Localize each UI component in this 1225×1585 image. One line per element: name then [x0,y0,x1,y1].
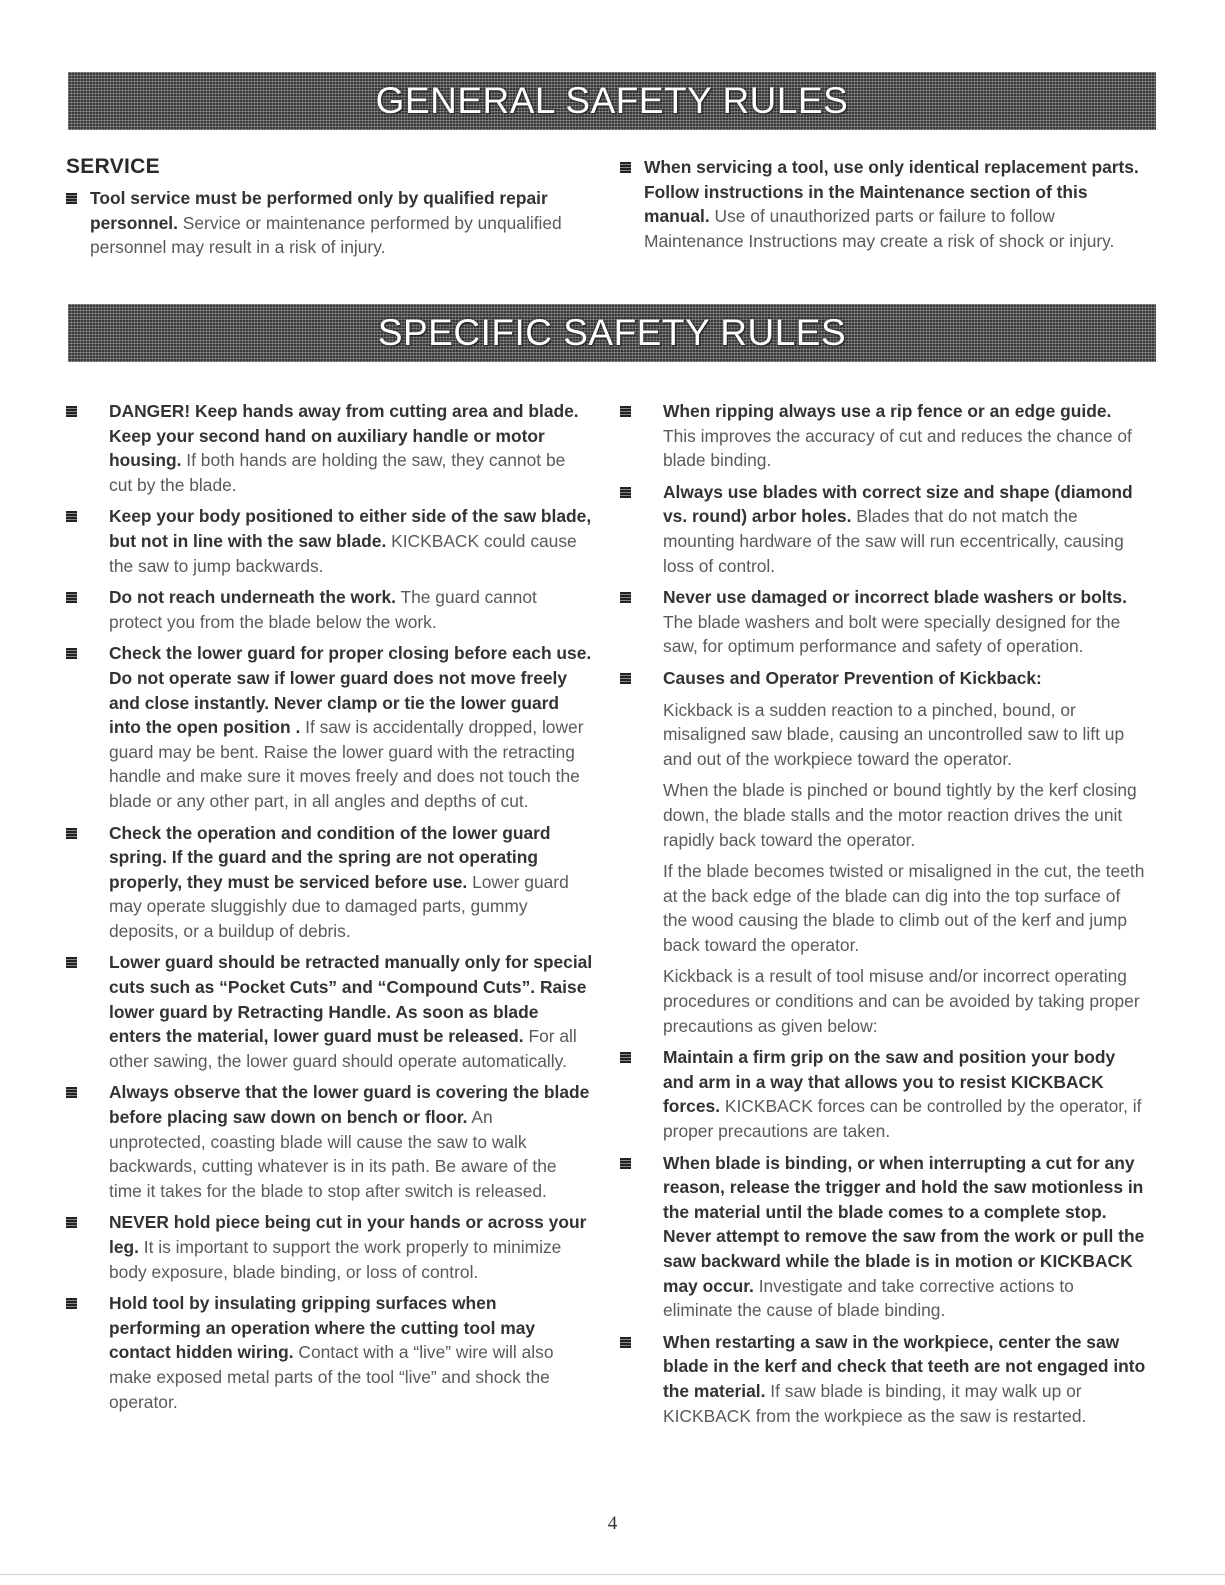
rule-body: Service or maintenance performed by unqualified personnel may result in a risk of injury. [90,212,562,258]
safety-rule [620,399,1147,473]
rule-lead: Never use damaged or incorrect blade washers or bolts. [663,587,1127,608]
right-rules-a [620,399,1147,691]
bullet-icon [620,1052,631,1063]
rule-lead: Maintain a firm grip on the saw and position your body and arm in a way that allows you to resist KICKBACK forces. [663,1047,1116,1117]
page-number: 4 [607,1513,618,1534]
bullet-icon [66,1087,77,1098]
kickback-paragraph: If the blade becomes twisted or misaligned in the cut, the teeth at the back edge of the blade can dig into the top surface of the wood causing the blade to climb out of the kerf and jump back toward the operator. [663,861,1145,955]
rule-lead: Always observe that the lower guard is covering the blade before placing saw down on bench or floor. [109,1082,590,1128]
rule-lead: When restarting a saw in the workpiece, center the saw blade in the kerf and check that teeth are not engaged into the material. [663,1331,1146,1401]
service-left-column [66,155,576,267]
service-right-column [620,155,1145,260]
kickback-explanation [620,698,1147,1039]
rule-lead: Causes and Operator Prevention of Kickback: [663,667,1042,688]
bullet-icon [66,828,77,839]
kickback-paragraph: Kickback is a sudden reaction to a pinched, bound, or misaligned saw blade, causing an uncontrolled saw to lift up and out of the workpiece toward the operator. [663,699,1125,769]
page-bottom-rule [0,1574,1225,1575]
rule-lead: Lower guard should be retracted manually only for special cuts such as “Pocket Cuts” and “Compound Cuts”. Raise lower guard by Retracting Handle. As soon as blade enters the material, lower guard must be released. [109,952,593,1047]
rule-body: Blades that do not match the mounting hardware of the saw will run eccentrically, causing loss of control. [663,506,1124,576]
rule-body: The guard cannot protect you from the blade below the work. [109,587,537,632]
rule-body: An unprotected, coasting blade will cause the saw to walk backwards, cutting whatever is in its path. Be aware of the time it takes for the blade to stop after switch is released. [109,1107,557,1201]
bullet-icon [66,1298,77,1309]
kickback-paragraph: When the blade is pinched or bound tightly by the kerf closing down, the blade stalls and the motor reaction drives the unit rapidly back toward the operator. [663,780,1137,850]
safety-rule [620,1151,1147,1323]
banner-title-general: GENERAL SAFETY RULES [375,80,849,121]
bullet-icon [66,406,77,417]
service-rule [66,186,576,260]
rule-body: This improves the accuracy of cut and reduces the chance of blade binding. [663,425,1132,471]
safety-rule [66,1210,593,1284]
rule-body: If saw blade is binding, it may walk up or KICKBACK from the workpiece as the saw is restarted. [663,1380,1087,1426]
specific-right-column [620,399,1147,1435]
rule-lead: Hold tool by insulating gripping surfaces when performing an operation where the cutting tool may contact hidden wiring. [109,1293,536,1363]
safety-rule [620,585,1147,659]
safety-rule [66,1080,593,1203]
bullet-icon [620,592,631,603]
bullet-icon [66,1217,77,1228]
rule-body: Lower guard may operate sluggishly due to damaged parts, gummy deposits, or a buildup of debris. [109,871,569,941]
bullet-icon [620,673,631,684]
specific-safety-rules-banner [68,304,1156,362]
rule-body: Contact with a “live” wire will also make exposed metal parts of the tool “live” and shock the operator. [109,1342,554,1412]
bullet-icon [66,592,77,603]
rule-body: If both hands are holding the saw, they cannot be cut by the blade. [109,450,566,495]
bullet-icon [66,957,77,968]
rule-lead: Check the operation and condition of the lower guard spring. If the guard and the spring are not operating properly, they must be serviced before use. [109,822,551,892]
safety-rule [66,504,593,578]
safety-rule [620,1330,1147,1428]
safety-rule [66,399,593,497]
safety-rule [66,585,593,634]
bullet-icon [66,511,77,522]
rule-lead: When ripping always use a rip fence or an edge guide. [663,401,1112,421]
specific-left-column [66,399,593,1421]
safety-rule [66,641,593,813]
safety-rule [620,480,1147,578]
bullet-icon [620,1158,631,1169]
rule-lead: When servicing a tool, use only identical replacement parts. Follow instructions in the Maintenance section of this manual. [644,157,1139,227]
safety-rule [66,1291,593,1414]
rule-lead: When blade is binding, or when interrupting a cut for any reason, release the trigger and hold the saw motionless in the material until the blade comes to a complete stop. Never attempt to remove the saw from the work or pull the saw backward while the blade is in motion or KICKBACK may occur. [663,1152,1145,1296]
bullet-icon [66,648,77,659]
rule-body: Investigate and take corrective actions to eliminate the cause of blade binding. [663,1275,1074,1321]
right-rules-b [620,1045,1147,1428]
rule-lead: DANGER! Keep hands away from cutting area and blade. Keep your second hand on auxiliary handle or motor housing. [109,401,579,471]
rule-body: KICKBACK could cause the saw to jump backwards. [109,530,577,576]
bullet-icon [620,487,631,498]
safety-rule [66,821,593,944]
bullet-icon [620,162,631,173]
service-heading: SERVICE [66,155,160,178]
rule-lead: Check the lower guard for proper closing before each use. Do not operate saw if lower guard does not move freely and close instantly. Never clamp or tie the lower guard into the open position . [109,643,592,738]
rule-body: If saw is accidentally dropped, lower guard may be bent. Raise the lower guard with the retracting handle and make sure it moves freely and does not touch the blade or any other part, in all angles and depths of cut. [109,717,584,811]
rule-lead: Tool service must be performed only by qualified repair personnel. [90,188,548,233]
safety-rule [66,950,593,1073]
rule-body: It is important to support the work properly to minimize body exposure, blade binding, or loss of control. [109,1237,562,1282]
rule-lead: Do not reach underneath the work. [109,587,396,608]
rule-lead: Keep your body positioned to either side of the saw blade, but not in line with the saw blade. [109,506,592,551]
rule-body: The blade washers and bolt were specially designed for the saw, for optimum performance and safety of operation. [663,611,1121,657]
rule-lead: NEVER hold piece being cut in your hands or across your leg. [109,1212,587,1257]
bullet-icon [620,406,631,417]
safety-rule [620,1045,1147,1143]
service-rule [620,155,1145,253]
safety-rule [620,666,1147,691]
bullet-icon [620,1337,631,1348]
bullet-icon [66,193,77,204]
banner-title-specific: SPECIFIC SAFETY RULES [377,312,847,353]
rule-body: For all other sawing, the lower guard should operate automatically. [109,1026,577,1071]
general-safety-rules-banner [68,72,1156,130]
rule-body: Use of unauthorized parts or failure to follow Maintenance Instructions may create a risk of shock or injury. [644,206,1115,251]
rule-body: KICKBACK forces can be controlled by the operator, if proper precautions are taken. [663,1096,1142,1142]
kickback-paragraph: Kickback is a result of tool misuse and/or incorrect operating procedures or conditions and can be avoided by taking proper precautions as given below: [663,966,1140,1036]
rule-lead: Always use blades with correct size and shape (diamond vs. round) arbor holes. [663,481,1133,527]
